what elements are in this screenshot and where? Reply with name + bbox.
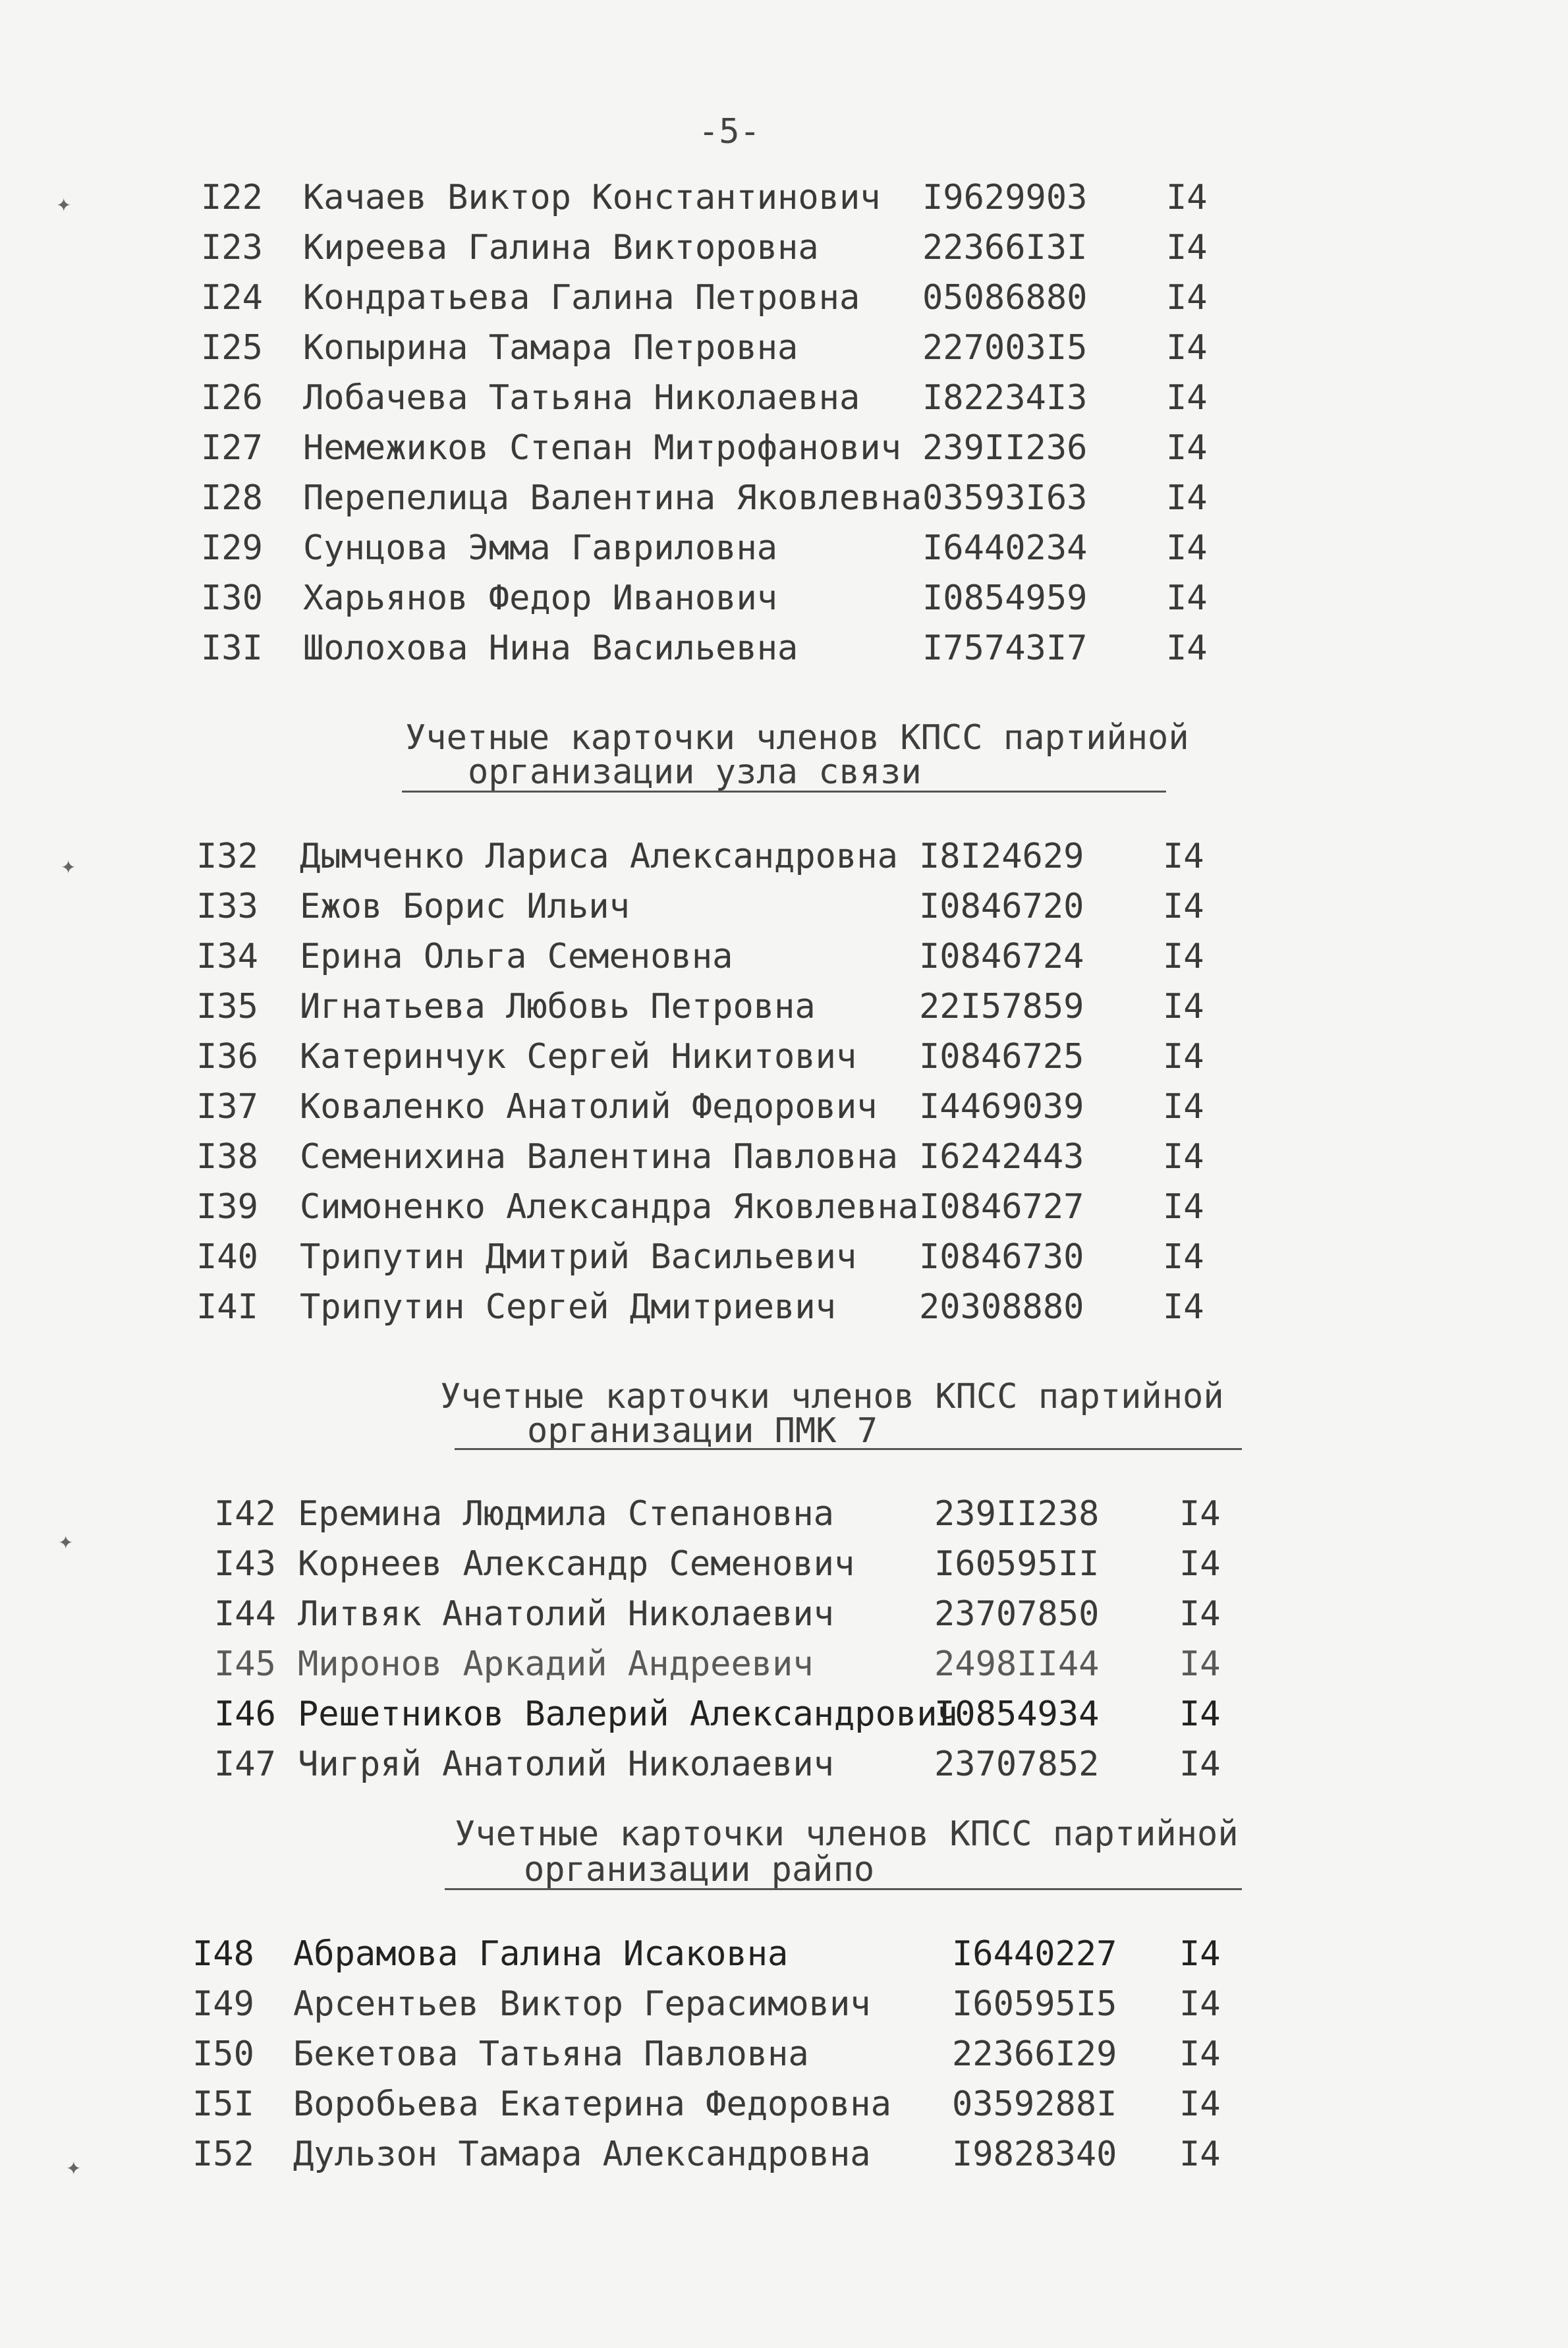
row-name: Миронов Аркадий Андреевич (298, 1644, 814, 1684)
row-name: Киреева Галина Викторовна (303, 228, 819, 267)
row-name: Воробьева Екатерина Федоровна (293, 2084, 891, 2124)
row-name: Литвяк Анатолий Николаевич (298, 1594, 834, 1634)
row-card-number: I60595I5 (952, 1984, 1117, 2024)
list-row (0, 1132, 1568, 1182)
list-row (0, 173, 1568, 223)
row-number: I27 (201, 428, 263, 468)
heading-underline (402, 791, 1166, 793)
list-row (0, 1589, 1568, 1639)
section-heading: Учетные карточки членов КПСС партийной (440, 1377, 1224, 1416)
list-row (0, 1739, 1568, 1789)
heading-underline (455, 1448, 1242, 1450)
row-card-number: 22366I29 (952, 2034, 1117, 2074)
row-name: Перепелица Валентина Яковлевна (303, 478, 922, 518)
row-name: Кондратьева Галина Петровна (303, 278, 860, 318)
row-code: I4 (1163, 1037, 1204, 1076)
row-name: Чигряй Анатолий Николаевич (298, 1745, 834, 1784)
list-row (0, 273, 1568, 323)
list-row (0, 2079, 1568, 2129)
row-code: I4 (1163, 1137, 1204, 1177)
row-code: I4 (1163, 987, 1204, 1026)
row-card-number: I0846725 (919, 1037, 1084, 1076)
row-code: I4 (1179, 1745, 1221, 1784)
list-row (0, 523, 1568, 573)
row-name: Бекетова Татьяна Павловна (293, 2034, 809, 2074)
row-name: Копырина Тамара Петровна (303, 328, 798, 368)
list-row (0, 1182, 1568, 1232)
list-row (0, 473, 1568, 523)
section-subheading: организации узла связи (468, 752, 922, 792)
list-row (0, 1032, 1568, 1082)
list-row (0, 223, 1568, 273)
row-card-number: 227003I5 (922, 328, 1088, 368)
row-number: I26 (201, 378, 263, 418)
row-code: I4 (1166, 278, 1208, 318)
row-code: I4 (1166, 428, 1208, 468)
row-number: I30 (201, 578, 263, 618)
row-code: I4 (1179, 1594, 1221, 1634)
row-name: Абрамова Галина Исаковна (293, 1934, 789, 1974)
row-code: I4 (1163, 1187, 1204, 1227)
row-card-number: I8I24629 (919, 837, 1084, 876)
row-card-number: I6440227 (952, 1934, 1117, 1974)
list-row (0, 623, 1568, 673)
row-code: I4 (1166, 228, 1208, 267)
row-number: I48 (192, 1934, 254, 1974)
heading-underline (445, 1888, 1242, 1890)
row-number: I45 (214, 1644, 276, 1684)
row-number: I3I (201, 629, 263, 668)
row-code: I4 (1163, 887, 1204, 926)
row-code: I4 (1163, 1287, 1204, 1327)
row-number: I44 (214, 1594, 276, 1634)
row-number: I38 (196, 1137, 258, 1177)
row-number: I23 (201, 228, 263, 267)
row-code: I4 (1166, 178, 1208, 217)
row-code: I4 (1163, 1237, 1204, 1277)
row-card-number: I0846720 (919, 887, 1084, 926)
row-number: I37 (196, 1087, 258, 1127)
row-number: I43 (214, 1544, 276, 1584)
row-number: I36 (196, 1037, 258, 1076)
row-name: Катеринчук Сергей Никитович (300, 1037, 857, 1076)
row-number: I28 (201, 478, 263, 518)
list-row (0, 1489, 1568, 1539)
list-row (0, 932, 1568, 982)
section-subheading: организации ПМК 7 (527, 1411, 878, 1451)
row-name: Шолохова Нина Васильевна (303, 629, 798, 668)
list-row (0, 1689, 1568, 1739)
list-row (0, 1539, 1568, 1589)
row-card-number: 23707852 (934, 1745, 1100, 1784)
row-name: Немежиков Степан Митрофанович (303, 428, 901, 468)
row-number: I29 (201, 528, 263, 568)
row-code: I4 (1166, 328, 1208, 368)
row-name: Дымченко Лариса Александровна (300, 837, 898, 876)
row-number: I32 (196, 837, 258, 876)
row-card-number: 05086880 (922, 278, 1088, 318)
row-name: Корнеев Александр Семенович (298, 1544, 855, 1584)
section-heading: Учетные карточки членов КПСС партийной (455, 1814, 1239, 1854)
row-number: I25 (201, 328, 263, 368)
row-name: Харьянов Федор Иванович (303, 578, 778, 618)
row-name: Игнатьева Любовь Петровна (300, 987, 816, 1026)
row-number: I46 (214, 1694, 276, 1734)
list-row (0, 1082, 1568, 1132)
binding-hole-mark: ✦ (58, 1532, 74, 1553)
row-name: Коваленко Анатолий Федорович (300, 1087, 878, 1127)
list-row (0, 573, 1568, 623)
row-number: I33 (196, 887, 258, 926)
row-code: I4 (1166, 478, 1208, 518)
row-card-number: 20308880 (919, 1287, 1084, 1327)
row-card-number: I9629903 (922, 178, 1088, 217)
row-code: I4 (1179, 2034, 1221, 2074)
row-code: I4 (1166, 578, 1208, 618)
binding-hole-mark: ✦ (61, 856, 76, 878)
row-card-number: 239II236 (922, 428, 1088, 468)
row-code: I4 (1166, 528, 1208, 568)
row-code: I4 (1163, 1087, 1204, 1127)
row-card-number: I60595II (934, 1544, 1100, 1584)
row-name: Ерина Ольга Семеновна (300, 937, 733, 976)
row-number: I47 (214, 1745, 276, 1784)
list-row (0, 831, 1568, 881)
row-name: Трипутин Сергей Дмитриевич (300, 1287, 836, 1327)
row-number: I34 (196, 937, 258, 976)
row-card-number: I0854959 (922, 578, 1088, 618)
row-number: I5I (192, 2084, 254, 2124)
row-number: I42 (214, 1494, 276, 1534)
row-card-number: I82234I3 (922, 378, 1088, 418)
row-name: Дульзон Тамара Александровна (293, 2135, 871, 2174)
row-number: I52 (192, 2135, 254, 2174)
row-name: Качаев Виктор Константинович (303, 178, 881, 217)
list-row (0, 881, 1568, 932)
list-row (0, 982, 1568, 1032)
row-number: I49 (192, 1984, 254, 2024)
row-name: Решетников Валерий Александрович (298, 1694, 958, 1734)
row-card-number: I0846727 (919, 1187, 1084, 1227)
row-number: I22 (201, 178, 263, 217)
row-code: I4 (1163, 937, 1204, 976)
row-number: I35 (196, 987, 258, 1026)
row-name: Лобачева Татьяна Николаевна (303, 378, 860, 418)
binding-hole-mark: ✦ (66, 2158, 82, 2179)
row-name: Арсентьев Виктор Герасимович (293, 1984, 871, 2024)
row-code: I4 (1179, 2084, 1221, 2124)
row-name: Симоненко Александра Яковлевна (300, 1187, 919, 1227)
list-row (0, 323, 1568, 373)
row-card-number: I6242443 (919, 1137, 1084, 1177)
list-row (0, 2129, 1568, 2179)
row-card-number: I0846730 (919, 1237, 1084, 1277)
list-row (0, 423, 1568, 473)
row-card-number: 2498II44 (934, 1644, 1100, 1684)
row-card-number: 239II238 (934, 1494, 1100, 1534)
row-card-number: 03593I63 (922, 478, 1088, 518)
row-card-number: I0846724 (919, 937, 1084, 976)
row-name: Ежов Борис Ильич (300, 887, 630, 926)
row-code: I4 (1179, 1984, 1221, 2024)
row-card-number: 0359288I (952, 2084, 1117, 2124)
row-number: I24 (201, 278, 263, 318)
row-name: Семенихина Валентина Павловна (300, 1137, 898, 1177)
row-number: I40 (196, 1237, 258, 1277)
row-card-number: I6440234 (922, 528, 1088, 568)
row-code: I4 (1179, 1694, 1221, 1734)
row-name: Еремина Людмила Степановна (298, 1494, 834, 1534)
row-code: I4 (1179, 2135, 1221, 2174)
row-number: I50 (192, 2034, 254, 2074)
row-name: Сунцова Эмма Гавриловна (303, 528, 778, 568)
row-code: I4 (1166, 629, 1208, 668)
row-code: I4 (1179, 1494, 1221, 1534)
list-row (0, 1929, 1568, 1979)
row-number: I4I (196, 1287, 258, 1327)
row-code: I4 (1179, 1644, 1221, 1684)
section-subheading: организации райпо (524, 1850, 875, 1889)
row-number: I39 (196, 1187, 258, 1227)
section-heading: Учетные карточки членов КПСС партийной (405, 718, 1189, 758)
row-name: Трипутин Дмитрий Васильевич (300, 1237, 857, 1277)
list-row (0, 1282, 1568, 1332)
row-code: I4 (1179, 1544, 1221, 1584)
list-row (0, 373, 1568, 423)
page-number: -5- (698, 112, 760, 152)
row-code: I4 (1179, 1934, 1221, 1974)
binding-hole-mark: ✦ (56, 194, 72, 216)
row-card-number: I0854934 (934, 1694, 1100, 1734)
row-card-number: I75743I7 (922, 629, 1088, 668)
row-code: I4 (1163, 837, 1204, 876)
list-row (0, 1639, 1568, 1689)
row-card-number: 22I57859 (919, 987, 1084, 1026)
row-card-number: I4469039 (919, 1087, 1084, 1127)
row-card-number: 22366I3I (922, 228, 1088, 267)
list-row (0, 1979, 1568, 2029)
row-code: I4 (1166, 378, 1208, 418)
list-row (0, 2029, 1568, 2079)
row-card-number: 23707850 (934, 1594, 1100, 1634)
row-card-number: I9828340 (952, 2135, 1117, 2174)
list-row (0, 1232, 1568, 1282)
